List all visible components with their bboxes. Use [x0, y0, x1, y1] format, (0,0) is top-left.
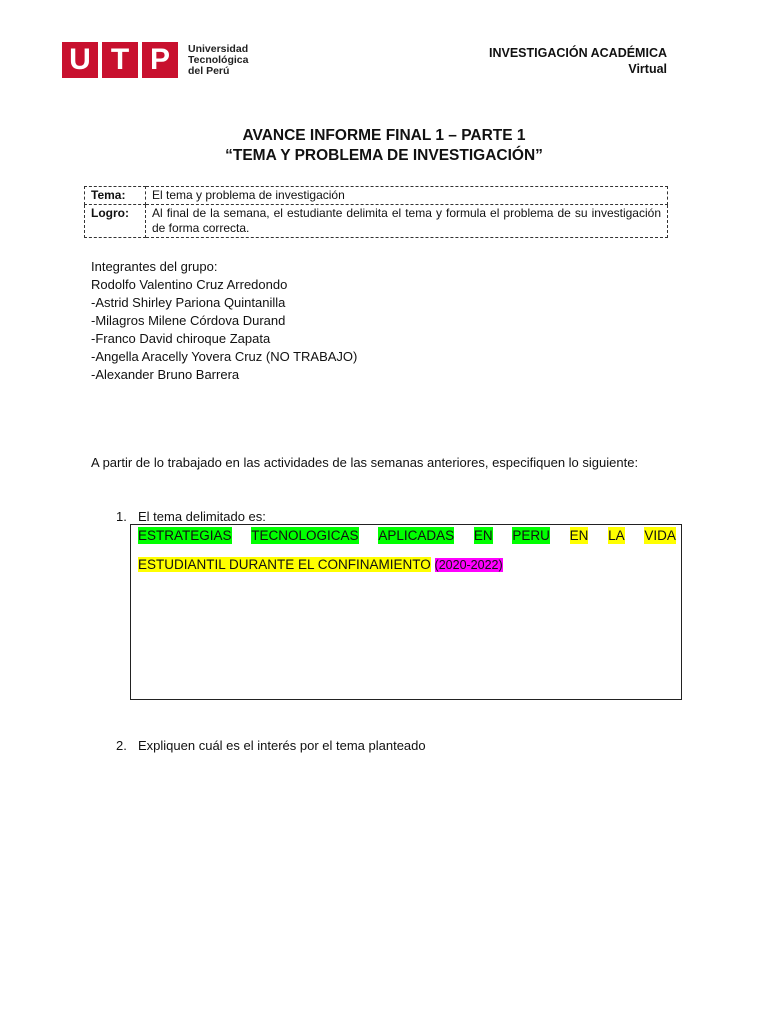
answer-line-1	[138, 527, 676, 544]
highlight-yellow-text: ESTUDIANTIL DURANTE EL CONFINAMIENTO	[138, 557, 431, 572]
logo-letter-t: T	[102, 42, 138, 78]
logo-university-name: Universidad Tecnológica del Perú	[188, 42, 249, 77]
utp-logo	[62, 42, 248, 78]
table-value-logro: Al final de la semana, el estudiante delimita el tema y formula el problema de su investigación de forma correcta.	[146, 205, 668, 238]
logo-letter-p: P	[142, 42, 178, 78]
table-row	[85, 187, 668, 205]
table-value-tema: El tema y problema de investigación	[146, 187, 668, 205]
highlight-green-word: PERU	[512, 528, 550, 543]
list-item: Rodolfo Valentino Cruz Arredondo	[91, 277, 288, 292]
highlight-green-word: EN	[473, 528, 493, 543]
logo-letter-u: U	[62, 42, 98, 78]
highlight-magenta-years: (2020-2022)	[434, 558, 503, 572]
list-item: -Angella Aracelly Yovera Cruz (NO TRABAJO)	[91, 349, 358, 364]
highlight-green-word: TECNOLOGICAS	[251, 528, 359, 543]
document-title	[0, 126, 768, 166]
table-row	[85, 205, 668, 238]
answer-line-2	[138, 556, 676, 574]
question-number: 1.	[116, 509, 127, 524]
list-item: -Alexander Bruno Barrera	[91, 367, 240, 382]
course-modality: Virtual	[628, 62, 667, 76]
table-key-logro: Logro:	[85, 205, 146, 238]
list-item: -Franco David chiroque Zapata	[91, 331, 271, 346]
question-number: 2.	[116, 738, 127, 753]
highlight-yellow-word: LA	[608, 528, 625, 543]
list-item: -Milagros Milene Córdova Durand	[91, 313, 286, 328]
table-key-tema: Tema:	[85, 187, 146, 205]
highlight-yellow-word: EN	[569, 528, 589, 543]
instructions-paragraph: A partir de lo trabajado en las actividades de las semanas anteriores, especifiquen lo siguiente:	[91, 455, 639, 470]
highlight-green-word: APLICADAS	[378, 528, 455, 543]
question-text: El tema delimitado es:	[138, 509, 266, 524]
course-name: INVESTIGACIÓN ACADÉMICA	[488, 46, 667, 60]
title-line-1: AVANCE INFORME FINAL 1 – PARTE 1	[242, 127, 526, 144]
group-members	[91, 258, 357, 384]
highlight-yellow-word: VIDA	[644, 528, 676, 543]
title-line-2: “TEMA Y PROBLEMA DE INVESTIGACIÓN”	[225, 147, 543, 164]
answer-box-topic[interactable]	[130, 524, 682, 700]
question-text: Expliquen cuál es el interés por el tema planteado	[138, 738, 426, 753]
list-item: -Astrid Shirley Pariona Quintanilla	[91, 295, 286, 310]
highlight-green-word: ESTRATEGIAS	[138, 528, 232, 543]
question-2	[116, 737, 426, 755]
members-heading: Integrantes del grupo:	[91, 259, 218, 274]
header-course-info	[489, 45, 667, 77]
info-table	[84, 186, 668, 238]
